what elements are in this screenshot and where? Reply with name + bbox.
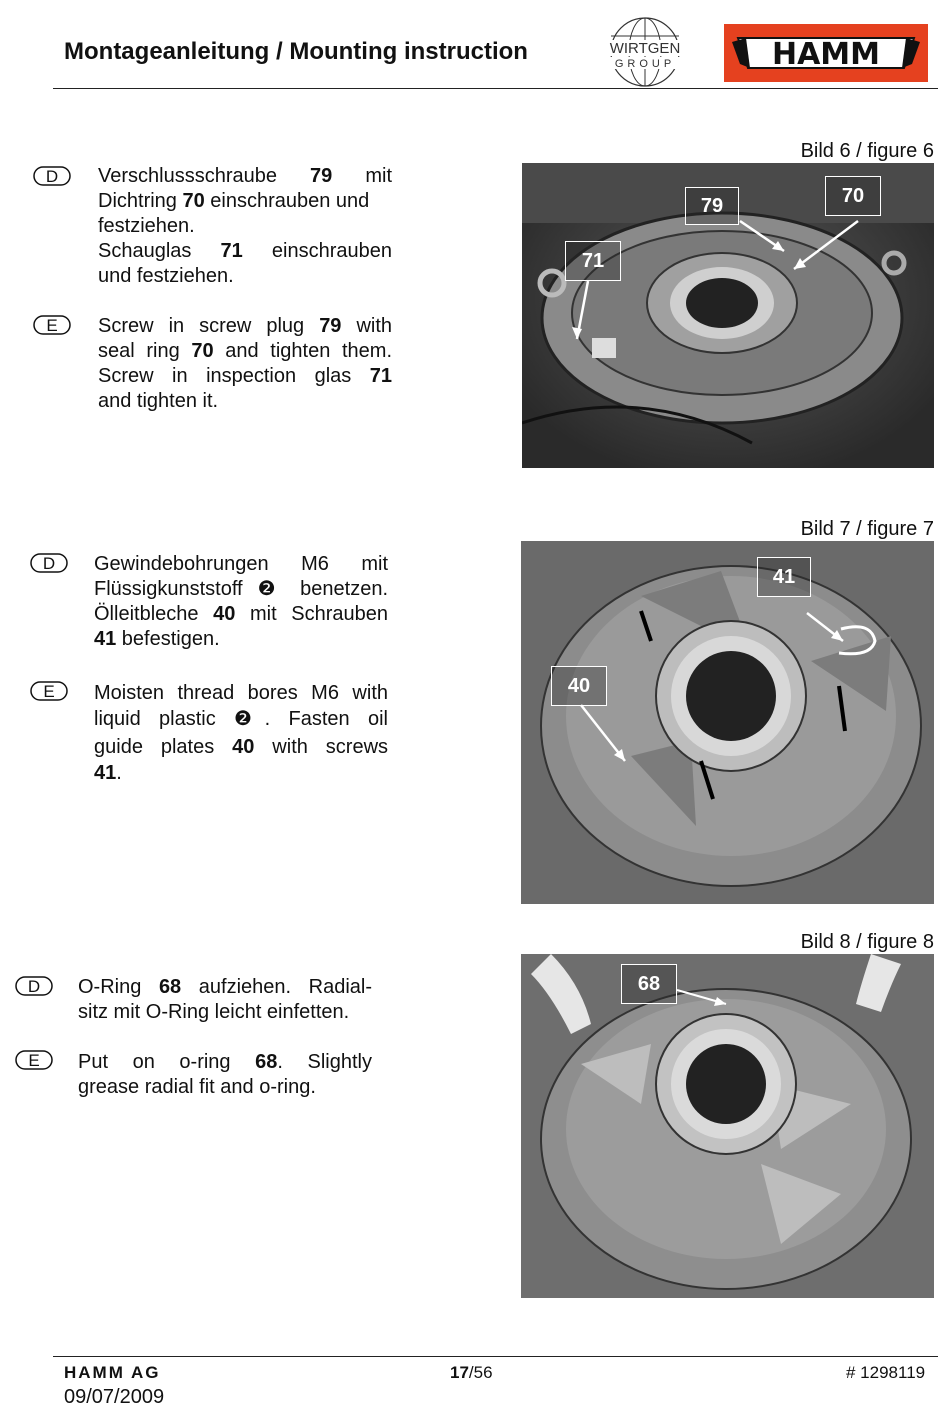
- figure-8-caption: Bild 8 / figure 8: [800, 931, 934, 953]
- page-total: /56: [468, 1363, 493, 1382]
- document-number: # 1298119: [846, 1363, 926, 1382]
- english-marker-icon: [15, 1050, 53, 1070]
- svg-text:WIRTGEN: WIRTGEN: [609, 40, 681, 57]
- english-marker-icon: [30, 681, 68, 701]
- svg-text:D: D: [42, 554, 56, 573]
- instruction-de-2: Gewindebohrungen M6 mit Flüssigkunststoff ❷ benetzen. Ölleitbleche 40 mit Schrauben 41 befestigen.: [94, 553, 389, 650]
- page-title: Montageanleitung / Mounting instruction: [64, 38, 528, 65]
- header-divider: [53, 88, 938, 89]
- figure-6-photo: [522, 163, 934, 468]
- footer-date: 09/07/2009: [64, 1386, 165, 1408]
- figure-7-arrows: [521, 541, 934, 904]
- instruction-en-2: Moisten thread bores M6 with liquid plastic ❷. Fasten oil guide plates 40 with screws 41.: [94, 682, 389, 784]
- callout-71: 71: [565, 241, 621, 281]
- figure-7-photo: [521, 541, 934, 904]
- hamm-logo: [724, 24, 928, 82]
- german-marker-icon: [30, 553, 68, 573]
- figure-6-caption: Bild 6 / figure 6: [800, 140, 934, 162]
- figure-8-photo: [521, 954, 934, 1298]
- svg-text:GROUP: GROUP: [614, 58, 676, 70]
- german-marker-icon: [15, 976, 53, 996]
- callout-79: 79: [685, 187, 739, 225]
- callout-40: 40: [551, 666, 607, 706]
- footer-divider: [53, 1356, 938, 1357]
- callout-68: 68: [621, 964, 677, 1004]
- svg-text:HAMM: HAMM: [771, 37, 881, 72]
- instruction-en-3: Put on o-ring 68. Slightly grease radial fit and o-ring.: [78, 1051, 372, 1098]
- page-current: 17: [450, 1363, 469, 1382]
- svg-text:E: E: [46, 316, 58, 335]
- callout-70: 70: [825, 176, 881, 216]
- figure-6-arrows: [522, 163, 934, 468]
- callout-41: 41: [757, 557, 811, 597]
- wirtgen-group-logo: [600, 16, 690, 88]
- english-marker-icon: [33, 315, 71, 335]
- svg-text:D: D: [27, 977, 41, 996]
- svg-text:E: E: [43, 682, 55, 701]
- figure-8-arrows: [521, 954, 934, 1298]
- instruction-de-1: Verschlussschraube 79 mit Dichtring 70 einschrauben und festziehen. Schauglas 71 einschrauben und festziehen.: [98, 165, 393, 287]
- instruction-de-3: O-Ring 68 aufziehen. Radial- sitz mit O-Ring leicht einfetten.: [78, 976, 372, 1023]
- figure-7-caption: Bild 7 / figure 7: [800, 518, 934, 540]
- svg-text:D: D: [45, 167, 59, 186]
- footer-company: HAMM AG: [64, 1363, 161, 1382]
- german-marker-icon: [33, 166, 71, 186]
- page-number: [450, 1363, 493, 1383]
- instruction-en-1: Screw in screw plug 79 with seal ring 70 and tighten them. Screw in inspection glas 71 and tighten it.: [98, 315, 393, 412]
- svg-text:E: E: [28, 1051, 40, 1070]
